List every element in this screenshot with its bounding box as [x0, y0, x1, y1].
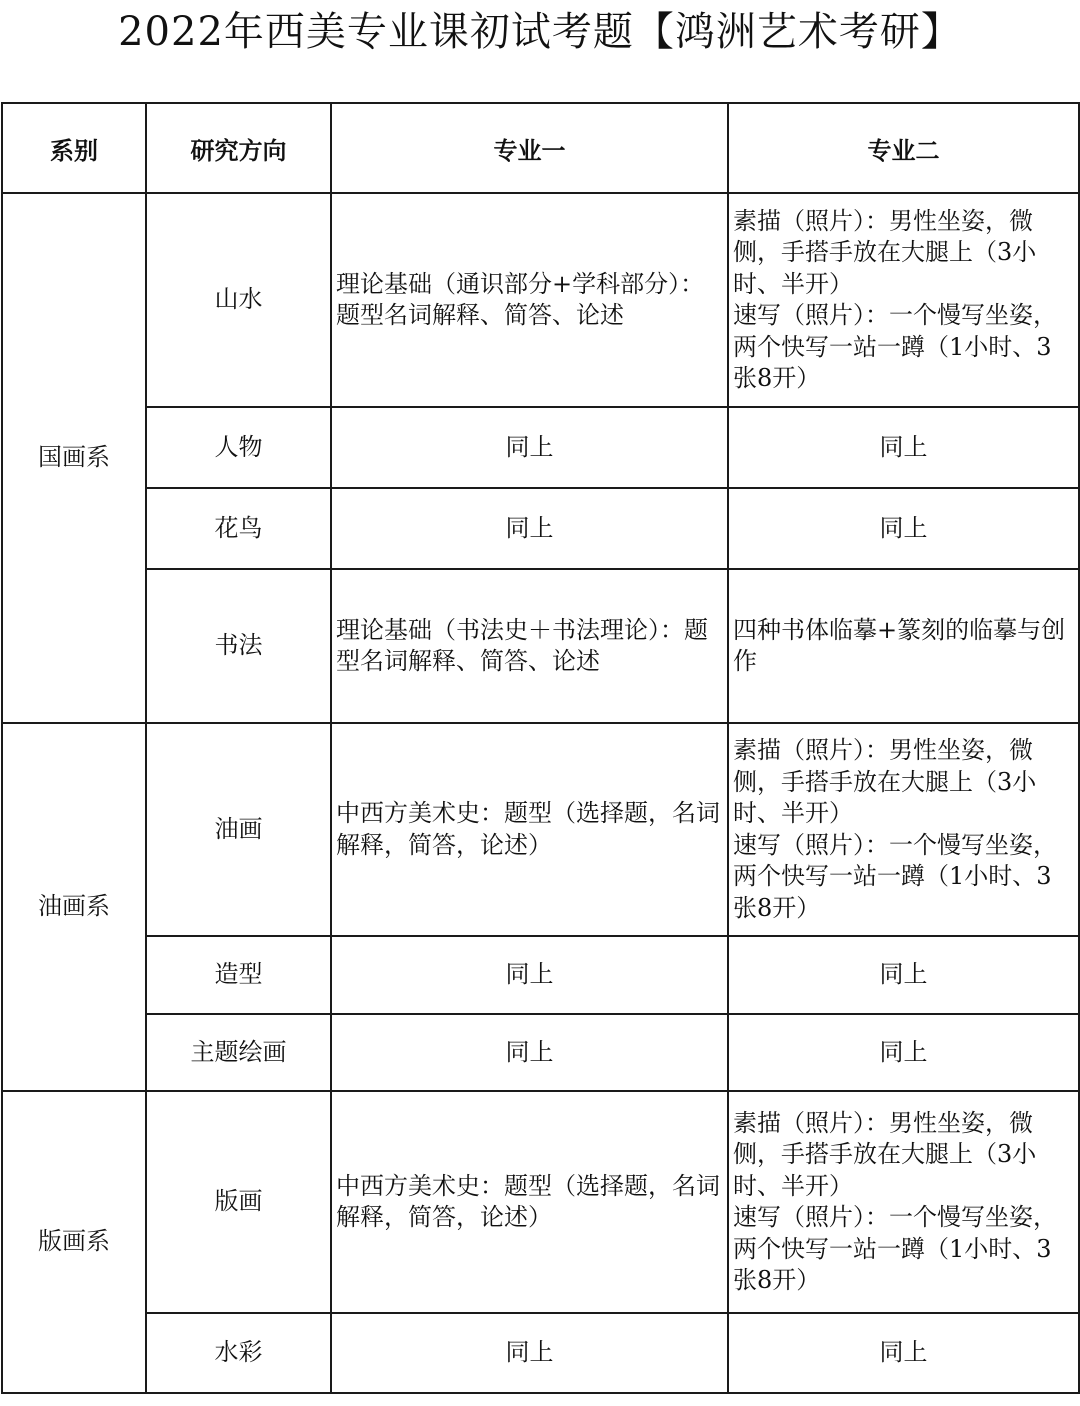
direction-cell: 花鸟 — [146, 488, 331, 569]
header-subject-2: 专业二 — [728, 103, 1079, 193]
direction-cell: 人物 — [146, 407, 331, 488]
department-cell: 版画系 — [2, 1091, 146, 1393]
subject1-cell: 同上 — [331, 488, 728, 569]
subject2-cell — [728, 1091, 1079, 1313]
subject2-line: 速写（照片）：一个慢写坐姿，两个快写一站一蹲（1小时、3张8开） — [733, 830, 1057, 922]
direction-cell: 主题绘画 — [146, 1014, 331, 1091]
direction-cell: 书法 — [146, 569, 331, 723]
table-row — [2, 407, 1079, 488]
table-row — [2, 723, 1079, 936]
subject1-cell: 理论基础（书法史＋书法理论）：题型名词解释、简答、论述 — [331, 569, 728, 723]
exam-table — [1, 102, 1080, 1394]
subject1-cell: 同上 — [331, 407, 728, 488]
table-row — [2, 1313, 1079, 1393]
direction-cell: 油画 — [146, 723, 331, 936]
department-cell: 国画系 — [2, 193, 146, 723]
subject1-cell: 中西方美术史：题型（选择题，名词解释，简答，论述） — [331, 1091, 728, 1313]
subject1-cell: 同上 — [331, 1014, 728, 1091]
subject2-line: 素描（照片）：男性坐姿，微侧，手搭手放在大腿上（3小时、半开） — [733, 736, 1037, 827]
subject2-line: 素描（照片）：男性坐姿，微侧，手搭手放在大腿上（3小时、半开） — [733, 1108, 1037, 1200]
subject1-cell: 中西方美术史：题型（选择题，名词解释，简答，论述） — [331, 723, 728, 936]
direction-cell: 山水 — [146, 193, 331, 407]
page-title: 2022年西美专业课初试考题【鸿洲艺术考研】 — [118, 9, 962, 55]
department-cell: 油画系 — [2, 723, 146, 1091]
subject2-line: 速写（照片）：一个慢写坐姿，两个快写一站一蹲（1小时、3张8开） — [733, 301, 1057, 392]
table-row — [2, 1014, 1079, 1091]
subject2-cell: 同上 — [728, 407, 1079, 488]
table-row — [2, 936, 1079, 1014]
table-row — [2, 1091, 1079, 1313]
subject2-cell — [728, 193, 1079, 407]
subject1-cell: 理论基础（通识部分+学科部分）：题型名词解释、简答、论述 — [331, 193, 728, 407]
subject2-line: 素描（照片）：男性坐姿，微侧，手搭手放在大腿上（3小时、半开） — [733, 206, 1037, 298]
subject2-cell: 同上 — [728, 1014, 1079, 1091]
subject2-cell: 同上 — [728, 936, 1079, 1014]
subject2-line: 速写（照片）：一个慢写坐姿，两个快写一站一蹲（1小时、3张8开） — [733, 1203, 1057, 1294]
subject2-cell: 四种书体临摹+篆刻的临摹与创作 — [728, 569, 1079, 723]
table-row — [2, 569, 1079, 723]
header-direction: 研究方向 — [146, 103, 331, 193]
direction-cell: 造型 — [146, 936, 331, 1014]
table-row — [2, 488, 1079, 569]
subject2-cell — [728, 723, 1079, 936]
direction-cell: 版画 — [146, 1091, 331, 1313]
subject2-cell: 同上 — [728, 488, 1079, 569]
direction-cell: 水彩 — [146, 1313, 331, 1393]
subject2-cell: 同上 — [728, 1313, 1079, 1393]
table-row — [2, 193, 1079, 407]
header-department: 系别 — [2, 103, 146, 193]
subject1-cell: 同上 — [331, 1313, 728, 1393]
header-subject-1: 专业一 — [331, 103, 728, 193]
subject1-cell: 同上 — [331, 936, 728, 1014]
table-header-row — [2, 103, 1079, 193]
